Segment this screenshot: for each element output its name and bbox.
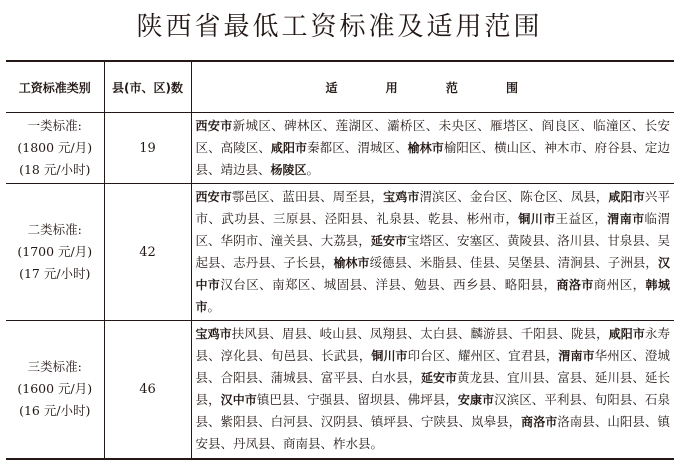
tier-1-monthly: (1800 元/月) [17,140,93,155]
header-count: 县(市、区)数 [104,61,191,113]
tier-2-count: 42 [104,184,191,321]
wage-standard-table [6,60,674,460]
city-name: 杨陵区 [270,163,307,177]
city-name: 商洛市 [556,278,594,292]
district-list: 渭滨区、金台区、陈仓区、凤县， [419,189,609,204]
table-row-tier-1 [6,113,674,184]
district-list: 兴平市、武功县、三原县、泾阳县、礼泉县、乾县、彬州市， [195,189,670,226]
tier-3-scope [191,321,674,459]
district-list: 华州区、澄城县、合阳县、蒲城县、富平县、白水县， [195,348,670,386]
city-name: 宝鸡市 [195,327,232,342]
district-list: 扶风县、眉县、岐山县、凤翔县、太白县、麟游县、千阳县、陇县， [231,326,609,342]
tier-3-hourly: (16 元/小时) [19,403,91,419]
district-list: 镇巴县、宁强县、留坝县、佛坪县， [256,392,458,408]
district-list: 商州区， [593,277,646,292]
district-list: 。 [306,162,320,177]
city-name: 铜川市 [518,212,556,226]
district-list: 宝塔区、安塞区、黄陵县、洛川县、甘泉县、吴起县、志丹县、子长县， [195,233,670,270]
district-list: 榆阳区、横山区、神木市、府谷县、定边县、靖边县、 [195,140,670,177]
district-list: 秦都区、渭城区、 [307,140,408,155]
tier-1-scope [191,113,674,184]
district-list: 新城区、碑林区、莲湖区、灞桥区、未央区、雁塔区、阎良区、临潼区、长安区、高陵区、 [195,118,670,155]
tier-2-monthly: (1700 元/月) [17,244,93,259]
header-category: 工资标准类别 [6,61,104,113]
tier-1-count: 19 [104,113,191,184]
city-name: 咸阳市 [608,190,645,204]
city-name: 渭南市 [607,212,645,226]
tier-2-hourly: (17 元/小时) [19,266,91,281]
tier-1-name: 一类标准: [27,118,82,133]
city-name: 咸阳市 [608,327,645,342]
city-name: 韩城市 [195,278,670,314]
city-name: 榆林市 [407,141,444,155]
table-row-tier-2 [6,184,674,321]
district-list: 汉台区、南郑区、城固县、洋县、勉县、西乡县、略阳县， [220,277,557,292]
tier-2-standard [6,184,104,321]
city-name: 安康市 [457,393,495,408]
district-list: 永寿县、淳化县、旬邑县、长武县， [195,326,670,364]
tier-3-standard [6,321,104,459]
tier-1-hourly: (18 元/小时) [19,162,91,177]
city-name: 西安市 [195,190,232,204]
city-name: 宝鸡市 [383,190,420,204]
table-row-tier-3 [6,321,674,459]
district-list: 黄龙县、宜川县、富县、延川县、延长县， [195,370,670,408]
city-name: 渭南市 [558,349,595,364]
district-list: 汉滨区、平利县、旬阳县、石泉县、紫阳县、白河县、汉阴县、镇坪县、宁陕县、岚皋县， [195,392,670,430]
city-name: 延安市 [420,371,458,386]
city-name: 榆林市 [333,256,370,270]
district-list: 绥德县、米脂县、佳县、吴堡县、清涧县、子洲县， [369,255,658,270]
district-list: 。 [207,299,221,314]
tier-3-monthly: (1600 元/月) [17,381,93,397]
city-name: 商洛市 [521,415,558,430]
city-name: 延安市 [370,234,407,248]
tier-2-scope [191,184,674,321]
city-name: 铜川市 [371,349,408,364]
district-list: 鄠邑区、蓝田县、周至县， [231,189,384,204]
district-list: 洛南县、山阳县、镇安县、丹凤县、商南县、柞水县。 [195,414,670,452]
district-list: 王益区， [555,211,608,226]
tier-3-name: 三类标准: [27,359,82,375]
tier-3-count: 46 [104,321,191,459]
city-name: 咸阳市 [270,141,308,155]
district-list: 临渭区、华阴市、潼关县、大荔县， [195,211,670,248]
header-scope: 适 用 范 围 [191,61,674,113]
district-list: 印台区、耀州区、宜君县， [407,348,559,364]
city-name: 西安市 [195,119,233,133]
tier-1-standard [6,113,104,184]
page-title: 陕西省最低工资标准及适用范围 [136,12,543,42]
city-name: 汉中市 [220,393,257,408]
city-name: 汉中市 [195,256,670,292]
tier-2-name: 二类标准: [27,222,82,237]
table-header-row [6,61,674,113]
